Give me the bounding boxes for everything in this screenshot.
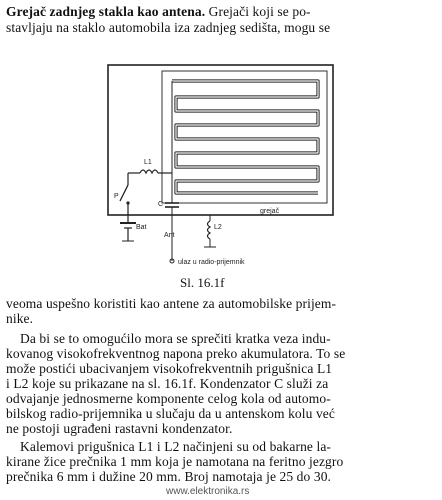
body-line: kovanog visokofrekventnog napona preko akumulatora. To se [6,346,346,361]
heading-continuation: Grejači koji se po- [205,4,311,19]
body-line: veoma uspešno koristiti kao antene za automobilske prijem- [6,296,337,311]
body-line: kirane žice prečnika 1 mm koja je namotana na feritno jezgro [6,454,344,469]
heater-inner-frame [162,71,327,203]
label-l1: L1 [144,159,152,166]
label-grejac: grejač [260,208,280,215]
label-c: C [158,201,164,208]
body-line: može postići ubacivanjem visokofrekventnih prigušnica L1 [6,361,333,376]
label-receiver-input: ulaz u radio-prijemnik [178,259,245,266]
body-line: stavljaju na staklo automobila iza zadnjeg sedišta, mogu se [6,20,331,35]
body-line: prečnika 6 mm i dužine 20 mm. Broj namotaja je 25 do 30. [6,469,332,484]
body-line: i L2 koje su prikazane na sl. 16.1f. Kondenzator C služi za [6,376,329,391]
circuit-diagram [100,63,350,273]
body-line: ne postoji ugrađeni rastavni kondenzator. [6,421,233,436]
switch-p [120,185,128,201]
label-bat: Bat [136,224,147,231]
choke-l1 [140,170,158,173]
label-p: P [114,193,119,200]
body-line: odvajanje jednosmerne komponente celog kola od automo- [6,391,331,406]
body-line: nike. [6,311,34,326]
figure-caption: Sl. 16.1f [180,275,225,290]
heater-grid [172,81,318,193]
label-l2: L2 [214,224,222,231]
body-line: Kalemovi prigušnica L1 i L2 načinjeni su od bakarne la- [20,439,332,454]
svg-text:Ant: Ant [164,232,175,239]
body-line: Da bi se to omogućilo mora se sprečiti kratka veza indu- [20,331,331,346]
heading-line [6,4,436,19]
choke-l2 [208,221,211,239]
watermark: www.elektronika.rs [166,486,250,497]
body-line: bilskog radio-prijemnika u slučaju da u antenskom kolu već [6,406,335,421]
section-heading: Grejač zadnjeg stakla kao antena. [6,4,206,19]
